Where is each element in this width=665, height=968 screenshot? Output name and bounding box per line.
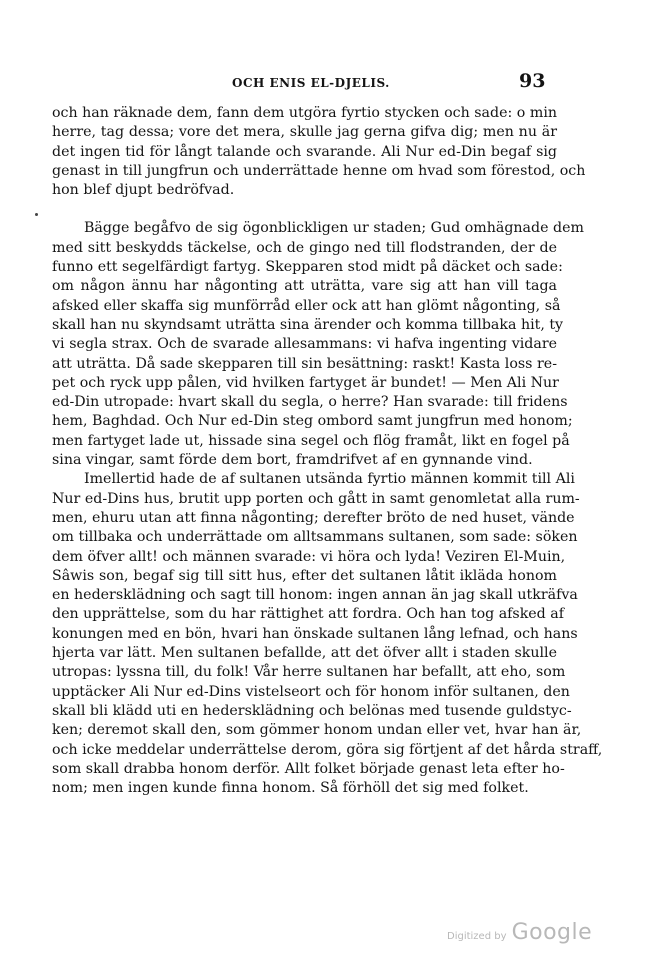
text-line: genast in till jungfrun och underrättade henne om hvad som förestod, och — [52, 162, 586, 179]
paragraph — [52, 470, 603, 798]
text-line: skall han nu skyndsamt uträtta sina ärender och komma tillbaka hit, ty — [52, 316, 564, 333]
digitized-watermark — [447, 920, 592, 945]
text-line: skall bli klädd uti en hedersklädning och belönas med tusende guldstyc- — [52, 702, 572, 719]
text-line: med sitt beskydds täckelse, och de gingo ned till flodstranden, der de — [52, 239, 557, 256]
text-line: men fartyget lade ut, hissade sina segel och flög framåt, likt en fogel på — [52, 432, 570, 449]
text-line: om någon ännu har någonting att uträtta, vare sig att han vill taga — [52, 278, 557, 295]
text-line: pet och ryck upp pålen, vid hvilken fartyget är bundet! — Men Ali Nur — [52, 374, 559, 391]
text-line: sina vingar, samt förde dem bort, framdrifvet af en gynnande vind. — [52, 452, 533, 469]
text-line: upptäcker Ali Nur ed-Dins vistelseort och för honom inför sultanen, den — [52, 683, 570, 700]
text-line: afsked eller skaffa sig munförråd eller ock att han glömt någonting, så — [52, 297, 561, 314]
text-line: herre, tag dessa; vore det mera, skulle jag gerna gifva dig; men nu är — [52, 124, 557, 141]
text-line: en hedersklädning och sagt till honom: ingen annan än jag skall utkräfva — [52, 587, 578, 604]
text-line: och han räknade dem, fann dem utgöra fyrtio stycken och sade: o min — [52, 105, 557, 121]
text-line: och icke meddelar underrättelse derom, göra sig förtjent af det hårda straff, — [52, 741, 603, 758]
text-line: ed-Din utropade: hvart skall du segla, o herre? Han svarade: till fridens — [52, 394, 568, 411]
text-line: men, ehuru utan att finna någonting; derefter bröto de ned huset, vände — [52, 509, 575, 526]
text-line: Sâwis son, begaf sig till sitt hus, efter det sultanen låtit ikläda honom — [52, 567, 557, 584]
text-line: Imellertid hade de af sultanen utsända fyrtio männen kommit till Ali — [84, 471, 575, 488]
text-line: Bägge begåfvo de sig ögonblickligen ur staden; Gud omhägnade dem — [84, 220, 584, 237]
text-line: ken; deremot skall den, som gömmer honom undan eller vet, hvar han är, — [52, 722, 582, 739]
paragraph — [52, 219, 584, 470]
text-line: som skall drabba honom derför. Allt folket började genast leta efter ho- — [52, 760, 565, 777]
text-line: dem öfver allt! och männen svarade: vi höra och lyda! Veziren El-Muin, — [52, 548, 566, 565]
text-line: om tillbaka och underrättade om alltsammans sultanen, som sade: söken — [52, 529, 578, 546]
margin-dot — [35, 213, 38, 216]
watermark-prefix: Digitized by — [447, 931, 507, 942]
text-line: Nur ed-Dins hus, brutit upp porten och gått in samt genomletat alla rum- — [52, 490, 580, 507]
text-line: nom; men ingen kunde finna honom. Så förhöll det sig med folket. — [52, 780, 529, 797]
text-line: hon blef djupt bedröfvad. — [52, 182, 235, 199]
google-logo: Google — [511, 920, 593, 945]
text-line: hjerta var lätt. Men sultanen befallde, att det öfver allt i staden skulle — [52, 645, 557, 662]
text-line: vi segla strax. Och de svarade allesammans: vi hafva ingenting vidare — [52, 336, 557, 353]
text-line: att uträtta. Då sade skepparen till sin besättning: raskt! Kasta loss re- — [52, 355, 557, 372]
text-line: den upprättelse, som du har rättighet att fordra. Och han tog afsked af — [52, 606, 564, 623]
text-line: funno ett segelfärdigt fartyg. Skepparen stod midt på däcket och sade: — [52, 259, 563, 276]
paragraph — [52, 104, 586, 200]
text-line: det ingen tid för långt talande och svarande. Ali Nur ed-Din begaf sig — [52, 143, 557, 160]
page-number: 93 — [519, 70, 546, 92]
text-line: utropas: lyssna till, du folk! Vår herre sultanen har befallt, att eho, som — [52, 664, 566, 681]
text-line: konungen med en bön, hvari han önskade sultanen lång lefnad, och hans — [52, 625, 578, 642]
text-line: hem, Baghdad. Och Nur ed-Din steg ombord samt jungfrun med honom; — [52, 413, 573, 430]
running-title: OCH ENIS EL-DJELIS. — [232, 76, 390, 90]
body-text — [52, 104, 603, 798]
